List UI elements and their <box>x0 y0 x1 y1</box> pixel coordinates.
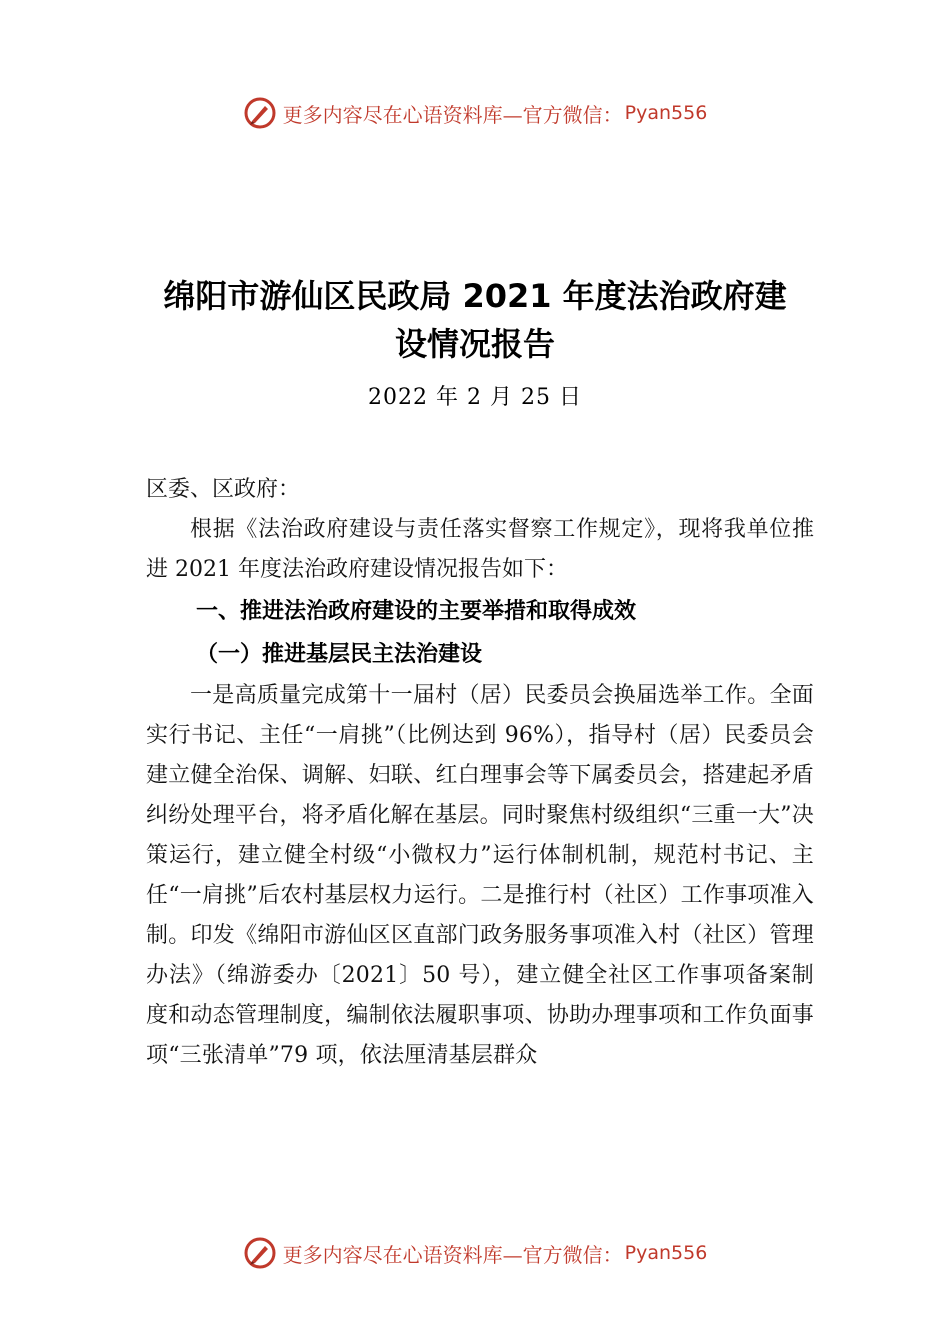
document-date: 2022 年 2 月 25 日 <box>368 385 582 410</box>
watermark-wechat-id: Pyan556 <box>624 1242 708 1264</box>
pen-logo-icon <box>243 96 277 130</box>
intro-paragraph: 根据《法治政府建设与责任落实督察工作规定》，现将我单位推进 2021 年度法治政府建设情况报告如下： <box>146 517 814 582</box>
document-title-line-1: 绵阳市游仙区民政局 2021 年度法治政府建 <box>163 277 787 315</box>
salutation: 区委、区政府： <box>146 477 301 502</box>
document-title-line-2: 设情况报告 <box>394 325 555 363</box>
body-paragraph: 一是高质量完成第十一届村（居）民委员会换届选举工作。全面实行书记、主任“一肩挑”（比例达到 96%），指导村（居）民委员会建立健全治保、调解、妇联、红白理事会等下属委员会，搭建起矛盾纠纷处理平台，将矛盾化解在基层。同时聚焦村级组织“三重一大”决策运行，建立健全村级“小微权力”运行体制机制，规范村书记、主任“一肩挑”后农村基层权力运行。二是推行村（社区）工作事项准入制。印发《绵阳市游仙区区直部门政务服务事项准入村（社区）管理办法》（绵游委办〔2021〕50 号），建立健全社区工作事项备案制度和动态管理制度，编制依法履职事项、协助办理事项和工作负面事项“三张清单”79 项，依法厘清基层群众 <box>146 683 814 1068</box>
watermark-wechat-id: Pyan556 <box>624 102 708 124</box>
watermark-text: 更多内容尽在心语资料库—官方微信： <box>282 102 623 127</box>
section-heading-1: 一、推进法治政府建设的主要举措和取得成效 <box>196 599 637 624</box>
subsection-heading-1: （一）推进基层民主法治建设 <box>196 641 483 667</box>
pen-logo-icon <box>243 1236 277 1270</box>
header-watermark <box>0 96 950 130</box>
watermark-text: 更多内容尽在心语资料库—官方微信： <box>282 1242 623 1267</box>
footer-watermark <box>0 1236 950 1270</box>
